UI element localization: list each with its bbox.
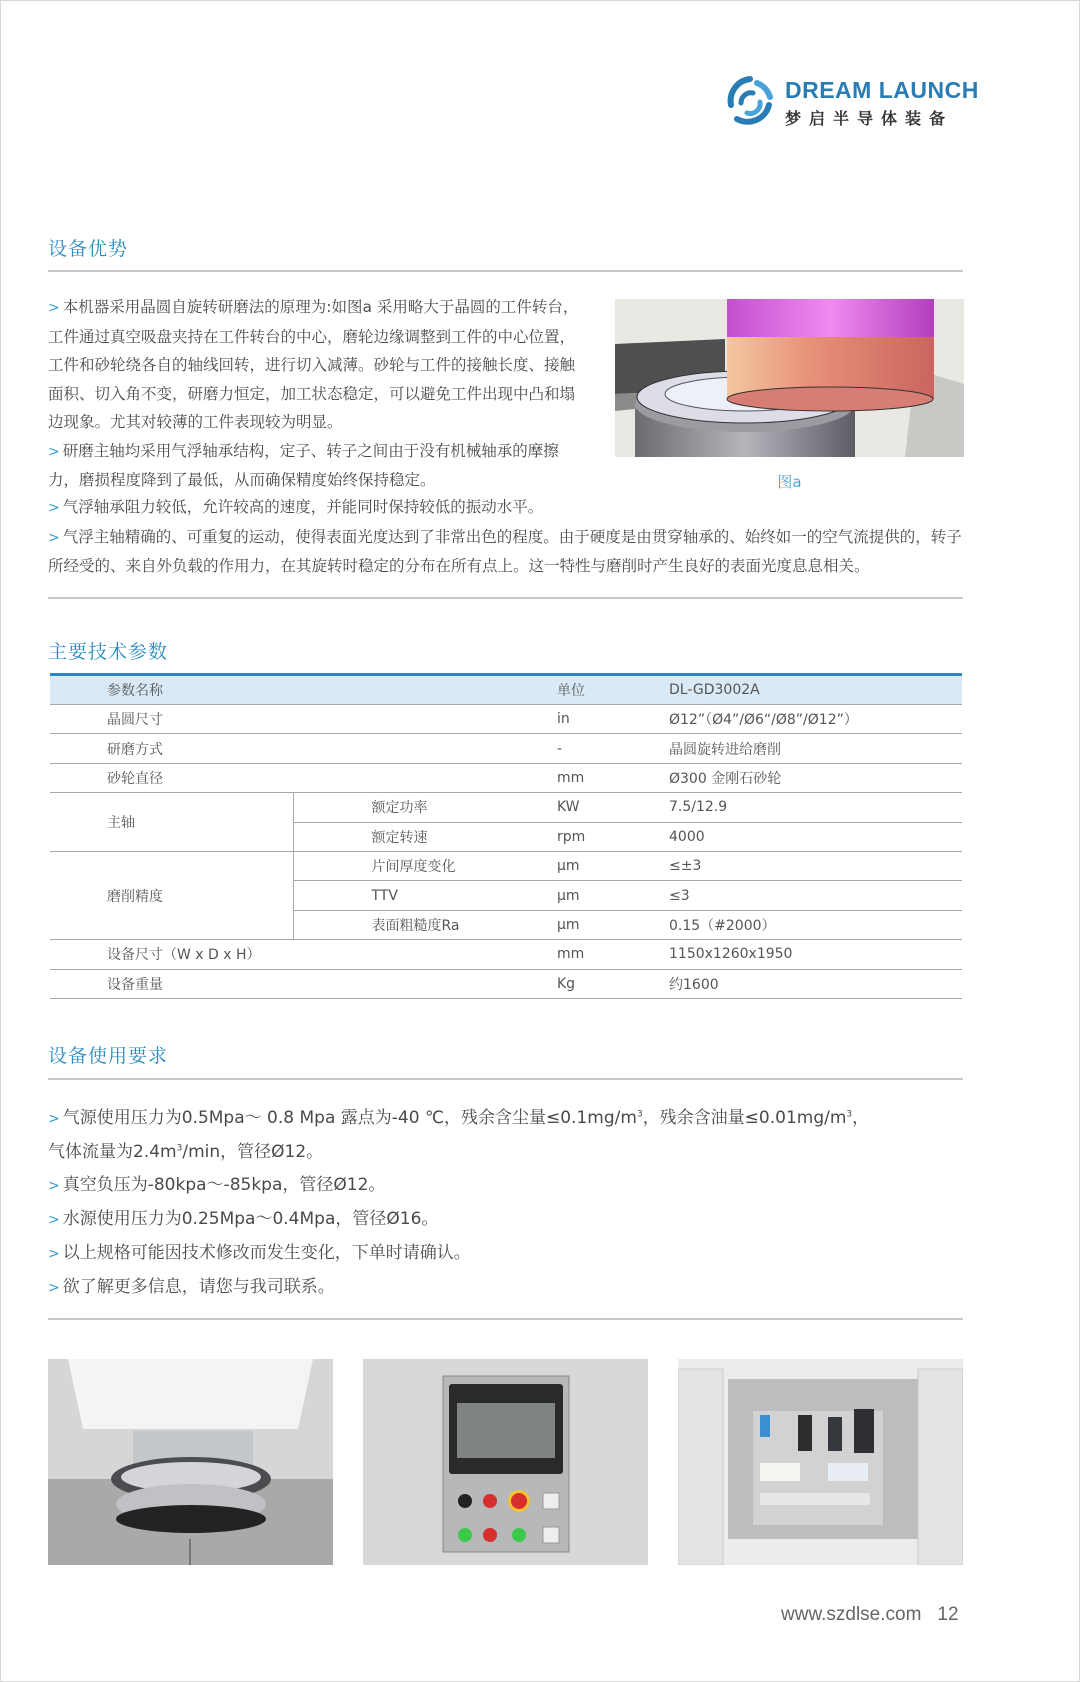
table-row: 额定转速 rpm 4000 bbox=[50, 822, 962, 851]
arrow-bullet-icon: > bbox=[48, 1111, 60, 1127]
requirements-list bbox=[48, 1102, 963, 1305]
requirement-item: > 以上规格可能因技术修改而发生变化，下单时请确认。 bbox=[48, 1243, 471, 1263]
requirement-item: > 欲了解更多信息，请您与我司联系。 bbox=[48, 1277, 335, 1297]
table-row: 设备尺寸（W x D x H） mm 1150x1260x1950 bbox=[50, 940, 962, 969]
table-row: 设备重量 Kg 约1600 bbox=[50, 969, 962, 998]
requirement-item-air-flow: 气体流量为$2.4m^3/\min$，管径Ø12。 bbox=[48, 1142, 324, 1162]
figure-a-caption: 图a bbox=[777, 473, 802, 491]
group-label-spindle: 主轴 bbox=[107, 793, 293, 852]
table-row: 磨削精度 片间厚度变化 μm ≤±3 bbox=[50, 851, 962, 880]
table-row: TTV μm ≤3 bbox=[50, 881, 962, 910]
section-divider bbox=[48, 597, 963, 599]
section-divider bbox=[48, 1078, 963, 1080]
advantage-paragraph: > 气浮轴承阻力较低，允许较高的速度，并能同时保持较低的振动水平。 bbox=[48, 498, 544, 516]
requirement-item: > 水源使用压力为0.25Mpa～0.4Mpa，管径Ø16。 bbox=[48, 1209, 439, 1229]
group-label-precision: 磨削精度 bbox=[107, 851, 293, 939]
header-unit: 单位 bbox=[557, 675, 669, 705]
advantages-text bbox=[48, 293, 588, 495]
website-link[interactable]: www.szdlse.com bbox=[781, 1604, 922, 1625]
advantage-paragraph: > 研磨主轴均采用气浮轴承结构，定子、转子之间由于没有机械轴承的摩擦力，磨损程度降到了最低，从而确保精度始终保持稳定。 bbox=[48, 441, 559, 489]
arrow-bullet-icon: > bbox=[48, 1212, 60, 1228]
electrical-cabinet-photo bbox=[678, 1359, 963, 1565]
requirement-item: > 真空负压为-80kpa～-85kpa，管径Ø12。 bbox=[48, 1175, 386, 1195]
control-panel-photo bbox=[363, 1359, 648, 1565]
header-param-name: 参数名称 bbox=[107, 675, 293, 705]
table-row: 表面粗糙度Ra μm 0.15（#2000） bbox=[50, 910, 962, 939]
section-title-requirements: 设备使用要求 bbox=[48, 1045, 169, 1067]
brand-name-cn: 梦启半导体装备 bbox=[785, 109, 954, 128]
table-row: 砂轮直径 mm Ø300 金刚石砂轮 bbox=[50, 763, 962, 792]
arrow-bullet-icon: > bbox=[48, 529, 60, 546]
table-row: 主轴 额定功率 KW 7.5/12.9 bbox=[50, 793, 962, 822]
arrow-bullet-icon: > bbox=[48, 1178, 60, 1194]
spec-table bbox=[50, 673, 962, 999]
dream-launch-logo-icon bbox=[727, 75, 773, 129]
grinding-chamber-photo bbox=[48, 1359, 333, 1565]
page-number: 12 bbox=[937, 1604, 959, 1625]
arrow-bullet-icon: > bbox=[48, 1280, 60, 1296]
brand-name-en: DREAM LAUNCH bbox=[785, 77, 979, 103]
advantage-paragraph: > 本机器采用晶圆自旋转研磨法的原理为:如图a 采用略大于晶圆的工件转台，工件通过真空吸盘夹持在工件转台的中心，磨轮边缘调整到工件的中心位置，工件和砂轮绕各自的轴线回转，进行切入减薄。砂轮与工件的接触长度、接触面积、切入角不变，研磨力恒定，加工状态稳定，可以避免工件出现中凸和塌边现象。尤其对较薄的工件表现较为明显。 bbox=[48, 298, 579, 431]
arrow-bullet-icon: > bbox=[48, 300, 60, 316]
arrow-bullet-icon: > bbox=[48, 500, 60, 516]
advantages-text-full bbox=[48, 493, 963, 581]
section-divider bbox=[48, 1318, 963, 1320]
section-divider bbox=[48, 270, 963, 272]
table-header-row bbox=[50, 675, 962, 705]
requirement-item-air: > 气源使用压力为0.5Mpa～ 0.8 Mpa 露点为-40 ℃，残余含尘量$\le 0.1mg/m^3$，残余含油量$\le 0.01mg/m^3$， bbox=[48, 1108, 870, 1128]
arrow-bullet-icon: > bbox=[48, 443, 60, 460]
section-title-specs: 主要技术参数 bbox=[48, 641, 169, 663]
grinding-wheel-render-image bbox=[615, 299, 964, 457]
table-row: 晶圆尺寸 in Ø12”（Ø4”/Ø6“/Ø8”/Ø12”） bbox=[50, 705, 962, 734]
section-title-advantages: 设备优势 bbox=[48, 238, 129, 260]
advantage-paragraph: > 气浮主轴精确的、可重复的运动，使得表面光度达到了非常出色的程度。由于硬度是由贯穿轴承的、始终如一的空气流提供的，转子所经受的、来自外负载的作用力，在其旋转时稳定的分布在所有点上。这一特性与磨削时产生良好的表面光度息息相关。 bbox=[48, 527, 962, 575]
brand-logo bbox=[727, 75, 979, 131]
figure-a-illustration bbox=[615, 299, 964, 457]
page-footer bbox=[781, 1604, 959, 1626]
header-model: DL-GD3002A bbox=[669, 675, 962, 705]
table-row: 研磨方式 - 晶圆旋转进给磨削 bbox=[50, 734, 962, 763]
arrow-bullet-icon: > bbox=[48, 1246, 60, 1262]
